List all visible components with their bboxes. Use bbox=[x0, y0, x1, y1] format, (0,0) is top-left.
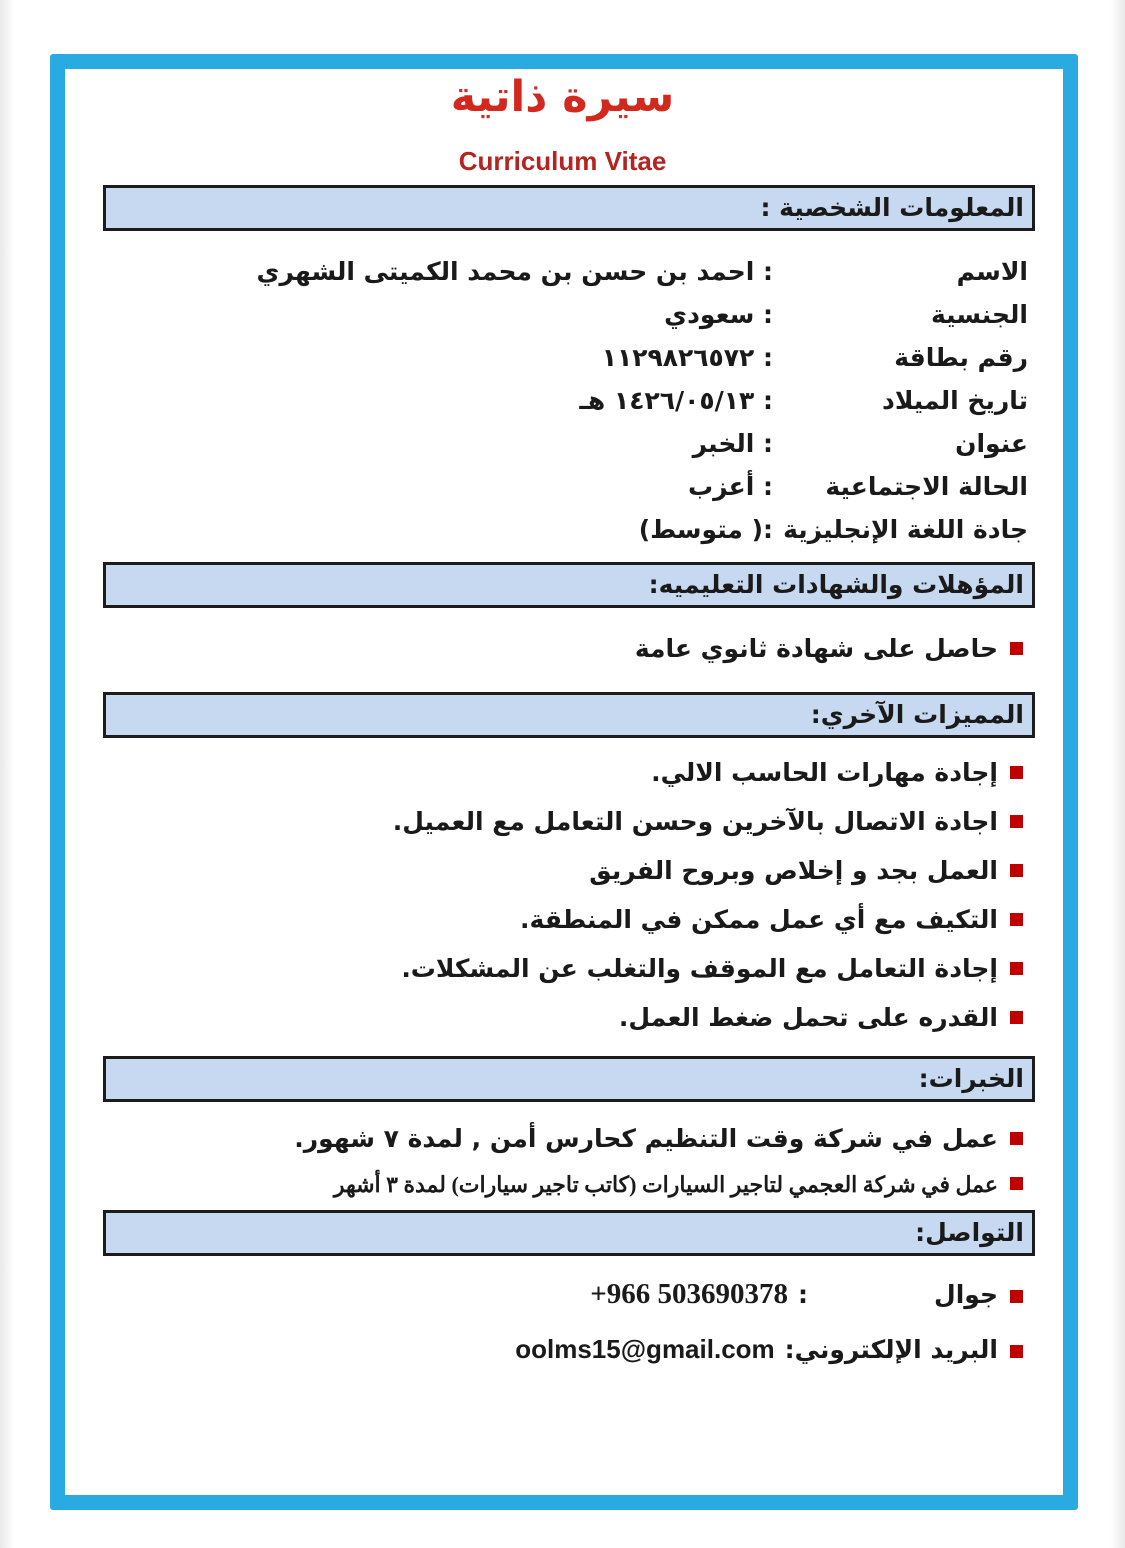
contact-colon: : bbox=[798, 1280, 808, 1309]
field-label-marital-status: الحالة الاجتماعية bbox=[825, 472, 1028, 501]
red-square-bullet-icon bbox=[1010, 1132, 1023, 1145]
list-item bbox=[93, 805, 1023, 838]
field-label-birth-date: تاريخ الميلاد bbox=[881, 386, 1028, 415]
table-row bbox=[92, 465, 1028, 508]
red-square-bullet-icon bbox=[1010, 913, 1023, 926]
feature-item-text: إجادة مهارات الحاسب الالي. bbox=[651, 758, 998, 787]
field-label-english-level: جادة اللغة الإنجليزية bbox=[783, 515, 1028, 544]
table-row bbox=[92, 336, 1028, 379]
section-header-qualifications: المؤهلات والشهادات التعليميه: bbox=[103, 562, 1035, 608]
personal-info-table bbox=[92, 250, 1028, 551]
table-row bbox=[92, 293, 1028, 336]
red-square-bullet-icon bbox=[1010, 815, 1023, 828]
list-item bbox=[93, 1122, 1023, 1155]
contact-list bbox=[93, 1278, 1023, 1365]
field-label-id-number: رقم بطاقة bbox=[894, 343, 1028, 372]
feature-item-text: القدره على تحمل ضغط العمل. bbox=[618, 1003, 998, 1032]
experience-item-text: عمل في شركة العجمي لتاجير السيارات (كاتب تاجير سيارات) لمدة ٣ أشهر bbox=[333, 1172, 998, 1197]
feature-item-text: العمل بجد و إخلاص وبروح الفريق bbox=[589, 856, 998, 885]
list-item bbox=[93, 1278, 1023, 1311]
feature-item-text: اجادة الاتصال بالآخرين وحسن التعامل مع العميل. bbox=[392, 807, 998, 836]
qualification-item-text: حاصل على شهادة ثانوي عامة bbox=[634, 634, 998, 663]
field-value-id-number: : ١١٢٩٨٢٦٥٧٢ bbox=[601, 343, 773, 372]
list-item bbox=[93, 1333, 1023, 1365]
field-value-birth-date: : ١٤٢٦/٠٥/١٣ هـ bbox=[579, 386, 773, 415]
list-item bbox=[93, 632, 1023, 665]
page-title-english: Curriculum Vitae bbox=[458, 146, 667, 176]
red-square-bullet-icon bbox=[1010, 864, 1023, 877]
field-label-nationality: الجنسية bbox=[931, 300, 1028, 329]
feature-item-text: التكيف مع أي عمل ممكن في المنطقة. bbox=[520, 905, 998, 934]
red-square-bullet-icon bbox=[1010, 962, 1023, 975]
section-header-contact: التواصل: bbox=[103, 1210, 1035, 1256]
email-address-value: oolms15@gmail.com bbox=[515, 1334, 775, 1364]
table-row bbox=[92, 508, 1028, 551]
mobile-number-value: +966 503690378 bbox=[590, 1278, 788, 1310]
table-row bbox=[92, 250, 1028, 293]
contact-colon: : bbox=[784, 1335, 795, 1364]
list-item bbox=[93, 952, 1023, 985]
red-square-bullet-icon bbox=[1010, 1011, 1023, 1024]
experience-item-text: عمل في شركة وقت التنظيم كحارس أمن , لمدة ٧ شهور. bbox=[294, 1124, 998, 1153]
feature-item-text: إجادة التعامل مع الموقف والتغلب عن المشكلات. bbox=[401, 954, 998, 983]
field-value-address: : الخبر bbox=[692, 429, 773, 458]
field-label-name: الاسم bbox=[956, 257, 1028, 286]
list-item bbox=[93, 1001, 1023, 1034]
red-square-bullet-icon bbox=[1010, 766, 1023, 779]
field-value-name: : احمد بن حسن بن محمد الكميتى الشهري bbox=[256, 257, 773, 286]
features-list bbox=[93, 756, 1023, 1034]
red-square-bullet-icon bbox=[1010, 1177, 1023, 1190]
table-row bbox=[92, 422, 1028, 465]
contact-label-email: البريد الإلكتروني bbox=[794, 1335, 998, 1364]
list-item bbox=[93, 903, 1023, 936]
contact-label-mobile: جوال bbox=[934, 1280, 998, 1309]
table-row bbox=[92, 379, 1028, 422]
experience-list bbox=[93, 1122, 1023, 1200]
field-value-english-level: :( متوسط) bbox=[638, 515, 773, 544]
list-item bbox=[93, 756, 1023, 789]
list-item bbox=[93, 1170, 1023, 1200]
field-value-nationality: : سعودي bbox=[664, 300, 773, 329]
red-square-bullet-icon bbox=[1010, 1290, 1023, 1303]
red-square-bullet-icon bbox=[1010, 1345, 1023, 1358]
section-header-features: المميزات الآخري: bbox=[103, 692, 1035, 738]
section-header-personal-info: المعلومات الشخصية : bbox=[103, 185, 1035, 231]
red-square-bullet-icon bbox=[1010, 642, 1023, 655]
list-item bbox=[93, 854, 1023, 887]
field-value-marital-status: : أعزب bbox=[687, 472, 773, 501]
section-header-experience: الخبرات: bbox=[103, 1056, 1035, 1102]
field-label-address: عنوان bbox=[955, 429, 1028, 458]
page-title-arabic: سيرة ذاتية bbox=[450, 72, 675, 122]
